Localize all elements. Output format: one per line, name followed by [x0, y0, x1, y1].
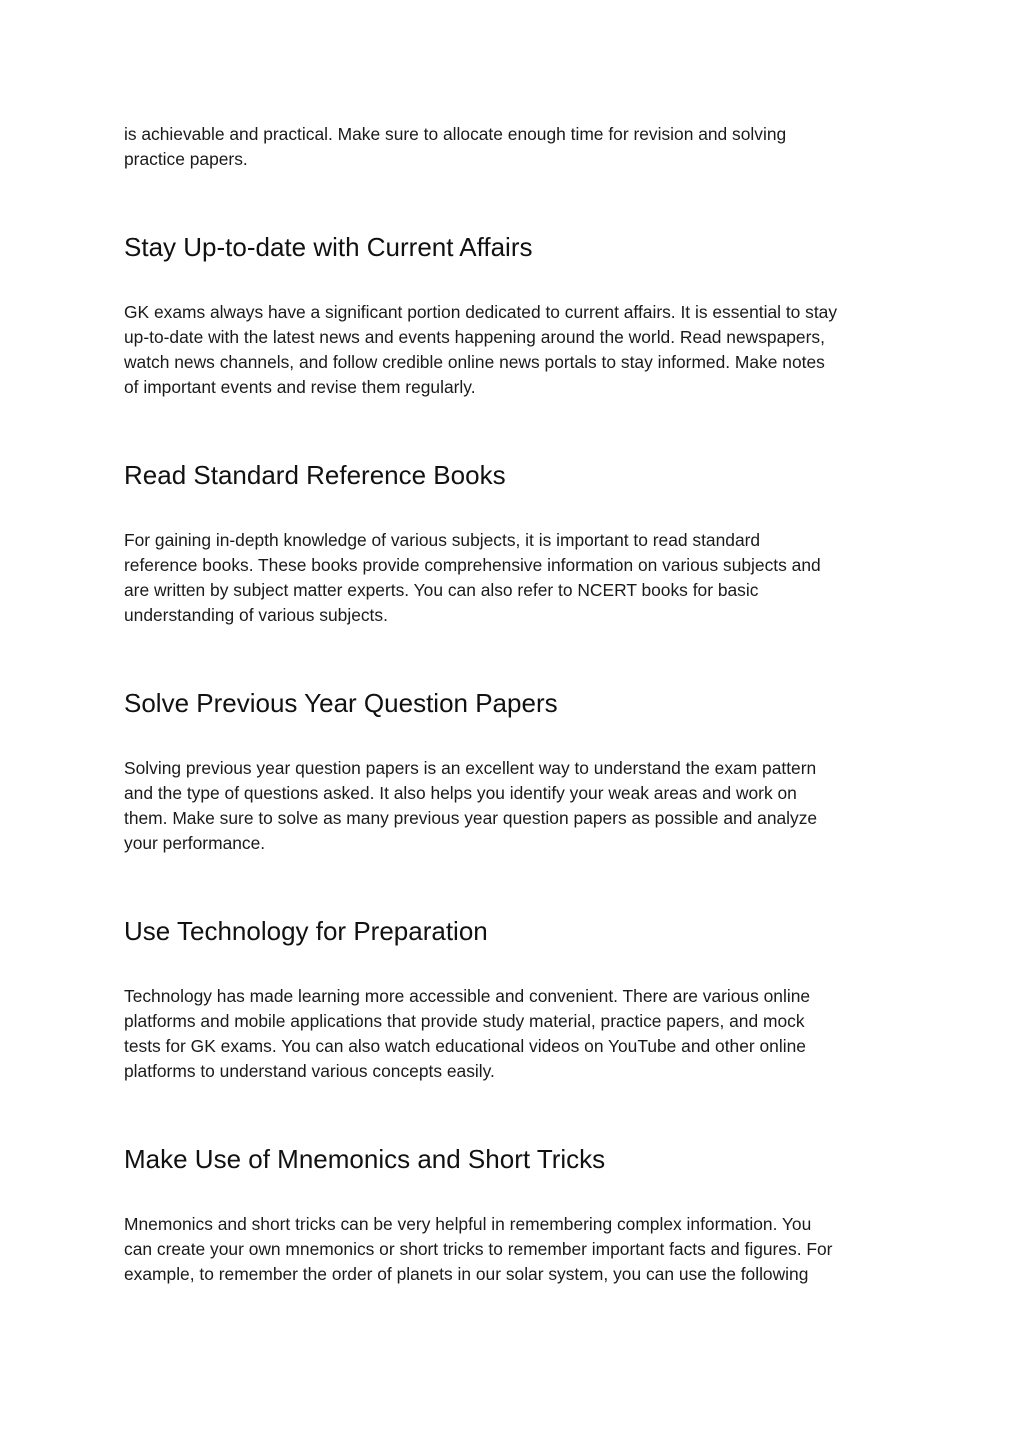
paragraph-line: tests for GK exams. You can also watch educational videos on YouTube and other online: [124, 1036, 806, 1056]
paragraph-line: can create your own mnemonics or short tricks to remember important facts and figures. For: [124, 1239, 833, 1259]
section-mnemonics: [124, 1143, 914, 1287]
section-question-papers: [124, 687, 914, 856]
section-heading: Read Standard Reference Books: [124, 460, 506, 490]
section-technology: [124, 915, 914, 1084]
paragraph-line: For gaining in-depth knowledge of various subjects, it is important to read standard: [124, 530, 761, 550]
document-page: [124, 122, 914, 1287]
paragraph-line: them. Make sure to solve as many previous year question papers as possible and analyze: [124, 808, 818, 828]
paragraph-line: GK exams always have a significant portion dedicated to current affairs. It is essential to stay: [124, 302, 838, 322]
paragraph-line: your performance.: [124, 833, 266, 853]
section-current-affairs: [124, 231, 914, 400]
section-heading: Solve Previous Year Question Papers: [124, 688, 558, 718]
paragraph-line: reference books. These books provide comprehensive information on various subjects and: [124, 555, 821, 575]
section-paragraph: [124, 300, 914, 400]
intro-paragraph: [124, 122, 914, 172]
paragraph-line: and the type of questions asked. It also helps you identify your weak areas and work on: [124, 783, 797, 803]
paragraph-line: are written by subject matter experts. You can also refer to NCERT books for basic: [124, 580, 759, 600]
section-paragraph: [124, 1212, 914, 1287]
paragraph-line: Solving previous year question papers is an excellent way to understand the exam pattern: [124, 758, 817, 778]
paragraph-line: understanding of various subjects.: [124, 605, 388, 625]
intro-line: is achievable and practical. Make sure to allocate enough time for revision and solving: [124, 124, 787, 144]
section-heading: Use Technology for Preparation: [124, 916, 488, 946]
paragraph-line: example, to remember the order of planets in our solar system, you can use the following: [124, 1264, 809, 1284]
paragraph-line: platforms and mobile applications that provide study material, practice papers, and mock: [124, 1011, 805, 1031]
section-paragraph: [124, 984, 914, 1084]
paragraph-line: Technology has made learning more accessible and convenient. There are various online: [124, 986, 811, 1006]
paragraph-line: platforms to understand various concepts easily.: [124, 1061, 495, 1081]
paragraph-line: Mnemonics and short tricks can be very helpful in remembering complex information. You: [124, 1214, 812, 1234]
section-reference-books: [124, 459, 914, 628]
section-paragraph: [124, 528, 914, 628]
paragraph-line: of important events and revise them regularly.: [124, 377, 476, 397]
intro-line: practice papers.: [124, 149, 248, 169]
section-paragraph: [124, 756, 914, 856]
section-heading: Stay Up-to-date with Current Affairs: [124, 232, 533, 262]
paragraph-line: watch news channels, and follow credible online news portals to stay informed. Make notes: [124, 352, 825, 372]
paragraph-line: up-to-date with the latest news and events happening around the world. Read newspapers,: [124, 327, 825, 347]
section-heading: Make Use of Mnemonics and Short Tricks: [124, 1144, 606, 1174]
